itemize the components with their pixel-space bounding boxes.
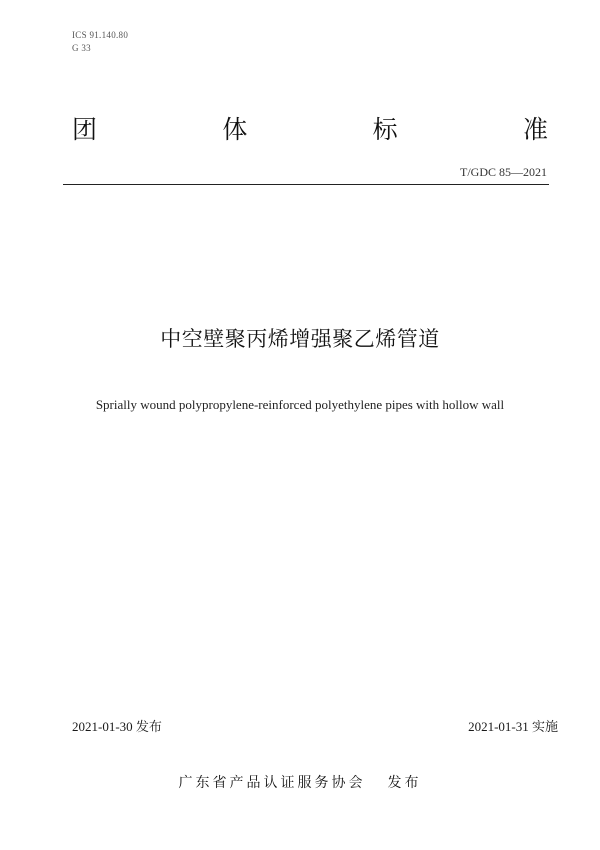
title-english: Sprially wound polypropylene-reinforced polyethylene pipes with hollow wall bbox=[95, 397, 505, 412]
ccs-code: G 33 bbox=[72, 43, 91, 53]
document-type-char: 体 bbox=[222, 115, 248, 144]
implement-date: 2021-01-31 实施 bbox=[468, 719, 558, 734]
issuer-line bbox=[0, 773, 600, 793]
ics-code: ICS 91.140.80 bbox=[72, 30, 129, 40]
document-type-heading bbox=[72, 114, 548, 146]
document-type-char: 标 bbox=[372, 115, 398, 144]
document-type-char: 团 bbox=[72, 115, 98, 144]
classification-codes bbox=[72, 29, 128, 55]
issuer-action: 发布 bbox=[387, 775, 422, 791]
document-type-char: 准 bbox=[522, 115, 548, 144]
publish-date: 2021-01-30 发布 bbox=[72, 719, 162, 734]
issuer-organization: 广东省产品认证服务协会 bbox=[178, 775, 366, 791]
standard-number: T/GDC 85—2021 bbox=[460, 165, 547, 179]
header-divider bbox=[63, 184, 549, 185]
title-chinese: 中空壁聚丙烯增强聚乙烯管道 bbox=[160, 327, 440, 351]
